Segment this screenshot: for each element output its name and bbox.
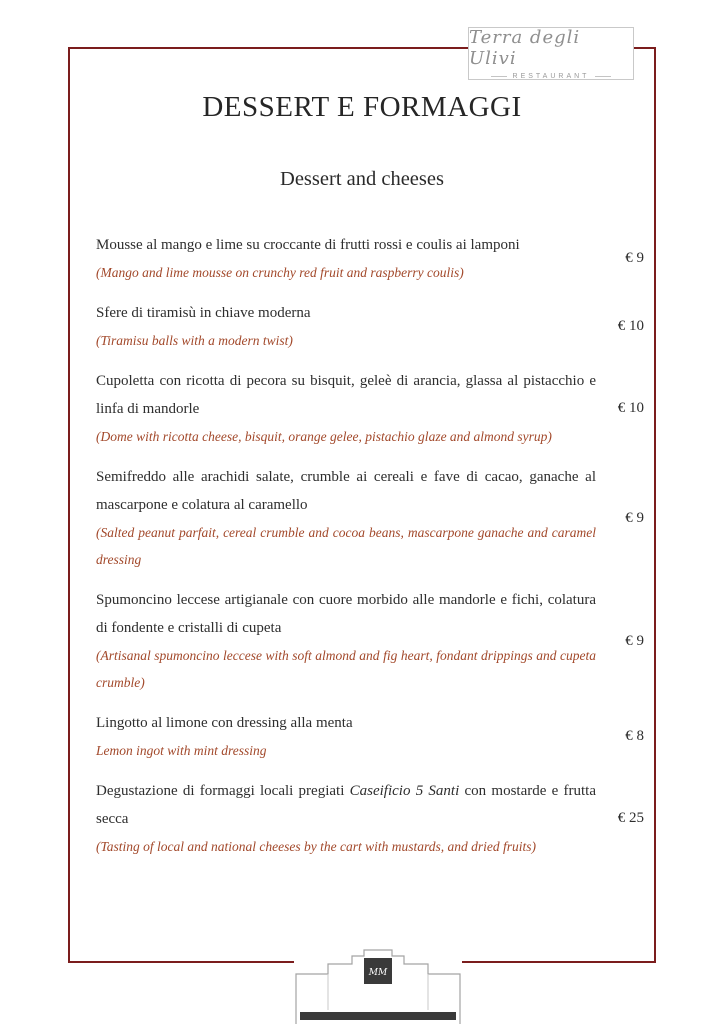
item-translation: (Tasting of local and national cheeses by the cart with mustards, and dried fruits) — [96, 839, 536, 854]
logo-rule-left — [491, 76, 507, 77]
item-name: Spumoncino leccese artigianale con cuore morbido alle mandorle e fichi, colatura di fondente e cristalli di cupeta — [96, 592, 596, 636]
item-translation: (Salted peanut parfait, cereal crumble and cocoa beans, mascarpone ganache and caramel dressing — [96, 525, 596, 567]
item-text — [96, 777, 596, 860]
item-price: € 25 — [617, 810, 644, 826]
menu-item-lingotto — [96, 709, 644, 764]
item-text — [96, 367, 596, 450]
menu-item-mousse — [96, 231, 644, 286]
menu-item-semifreddo — [96, 463, 644, 573]
item-name-prefix: Degustazione di formaggi locali pregiati — [96, 783, 350, 799]
item-name: Lingotto al limone con dressing alla menta — [96, 715, 353, 731]
item-translation: (Tiramisu balls with a modern twist) — [96, 333, 293, 348]
emblem-monogram-text: MM — [368, 968, 388, 978]
item-text — [96, 586, 596, 696]
menu-item-cupoletta — [96, 367, 644, 450]
menu-content — [68, 47, 656, 963]
building-emblem — [294, 948, 462, 1024]
item-name-emphasis: Caseificio 5 Santi — [349, 783, 460, 799]
item-translation: (Mango and lime mousse on crunchy red fruit and raspberry coulis) — [96, 265, 464, 280]
menu-item-tiramisu — [96, 299, 644, 354]
item-name — [96, 777, 596, 833]
item-translation: (Artisanal spumoncino leccese with soft almond and fig heart, fondant drippings and cupeta crumble) — [96, 648, 596, 690]
item-name: Sfere di tiramisù in chiave moderna — [96, 305, 311, 321]
menu-item-degustazione — [96, 777, 644, 860]
item-name: Cupoletta con ricotta di pecora su bisquit, geleè di arancia, glassa al pistacchio e linfa di mandorle — [96, 373, 596, 417]
building-emblem-drawing — [294, 948, 462, 1024]
item-text — [96, 709, 596, 764]
item-text — [96, 299, 596, 354]
logo-rule-right — [595, 76, 611, 77]
logo-subtitle-text: RESTAURANT — [512, 73, 590, 80]
page-subtitle: Dessert and cheeses — [280, 168, 444, 190]
item-price: € 9 — [625, 250, 644, 266]
menu-items — [96, 231, 644, 860]
item-name: Semifreddo alle arachidi salate, crumble ai cereali e fave di cacao, ganache al mascarpone e colatura al caramello — [96, 469, 596, 513]
logo-subtitle — [491, 73, 612, 80]
menu-item-spumoncino — [96, 586, 644, 696]
item-price: € 10 — [617, 318, 644, 334]
restaurant-logo — [468, 27, 634, 80]
item-price: € 8 — [625, 728, 644, 744]
item-translation: Lemon ingot with mint dressing — [96, 743, 267, 758]
logo-name: Terra degli Ulivi — [469, 27, 581, 69]
item-price: € 9 — [625, 632, 644, 649]
page-title: DESSERT E FORMAGGI — [202, 91, 522, 123]
item-text — [96, 463, 596, 573]
item-translation: (Dome with ricotta cheese, bisquit, orange gelee, pistachio glaze and almond syrup) — [96, 429, 552, 444]
emblem-base-bar — [300, 1012, 456, 1020]
item-price: € 10 — [617, 400, 644, 416]
item-name-suffix: con mostarde e frutta secca — [96, 783, 597, 827]
item-price: € 9 — [625, 509, 644, 526]
item-name: Mousse al mango e lime su croccante di frutti rossi e coulis ai lamponi — [96, 237, 520, 253]
item-text — [96, 231, 596, 286]
